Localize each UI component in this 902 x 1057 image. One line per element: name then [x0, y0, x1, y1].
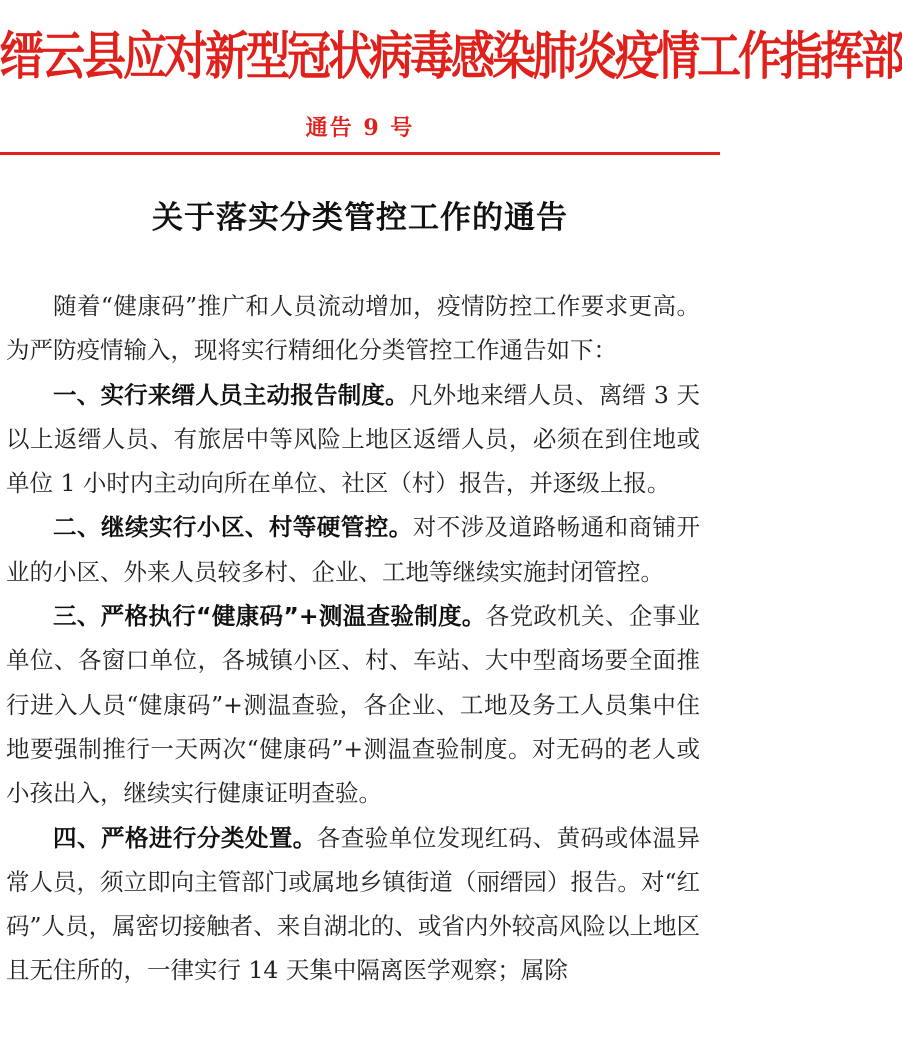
section-heading: 三、严格执行“健康码”+测温查验制度。 — [53, 602, 486, 631]
section-heading: 四、严格进行分类处置。 — [53, 823, 317, 852]
section-heading: 二、继续实行小区、村等硬管控。 — [53, 513, 413, 542]
section-text: 各党政机关、企事业单位、各窗口单位，各城镇小区、村、车站、大中型商场要全面推行进入人员“健康码”+测温查验，各企业、工地及务工人员集中住地要强制推行一天两次“健康码”+测温查验制度。对无码的老人或小孩出入，继续实行健康证明查验。 — [6, 602, 700, 808]
section-paragraph — [6, 594, 700, 815]
section-heading: 一、实行来缙人员主动报告制度。 — [53, 380, 409, 409]
intro-paragraph: 随着“健康码”推广和人员流动增加，疫情防控工作要求更高。为严防疫情输入，现将实行精细化分类管控工作通告如下： — [6, 292, 700, 365]
document-body — [6, 284, 700, 993]
header-divider — [0, 152, 720, 155]
section-text: 凡外地来缙人员、离缙 3 天以上返缙人员、有旅居中等风险上地区返缙人员，必须在到住地或单位 1 小时内主动向所在单位、社区（村）报告，并逐级上报。 — [6, 380, 700, 498]
section-paragraph — [6, 816, 700, 993]
document-title: 关于落实分类管控工作的通告 — [152, 200, 568, 236]
section-text: 各查验单位发现红码、黄码或体温异常人员，须立即向主管部门或属地乡镇街道（丽缙园）报告。对“红码”人员，属密切接触者、来自湖北的、或省内外较高风险以上地区且无住所的，一律实行 14 天集中隔离医学观察；属除 — [6, 823, 701, 985]
section-text: 对不涉及道路畅通和商铺开业的小区、外来人员较多村、企业、工地等继续实施封闭管控。 — [6, 513, 701, 586]
section-paragraph — [6, 373, 700, 506]
section-paragraph — [6, 505, 700, 594]
header-title: 缙云县应对新型冠状病毒感染肺炎疫情工作指挥部 — [0, 26, 902, 88]
document-number: 通告 9 号 — [305, 115, 415, 141]
